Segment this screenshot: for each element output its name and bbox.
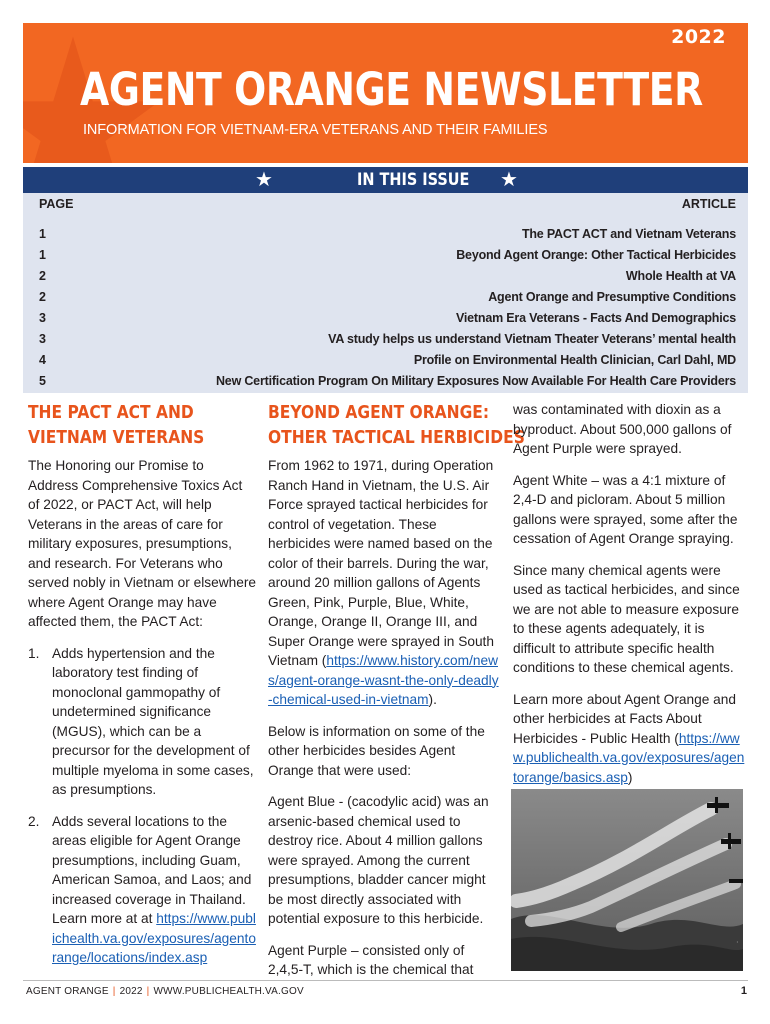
toc-page-number: 5 xyxy=(39,374,46,388)
star-icon: ★ xyxy=(255,169,273,191)
list-number: 2. xyxy=(28,813,40,829)
toc-page-number: 1 xyxy=(39,227,46,241)
toc-page-number: 2 xyxy=(39,269,46,283)
toc-row[interactable] xyxy=(23,353,748,373)
toc-article-title[interactable]: Beyond Agent Orange: Other Tactical Herbicides xyxy=(456,248,736,262)
article-paragraph: Below is information on some of the other herbicides besides Agent Orange that were used: xyxy=(268,723,485,778)
toc-article-title[interactable]: VA study helps us understand Vietnam Theater Veterans’ mental health xyxy=(328,332,736,346)
list-item xyxy=(28,812,256,968)
footer-publication: AGENT ORANGE xyxy=(26,986,109,997)
newsletter-subtitle: INFORMATION FOR VIETNAM-ERA VETERANS AND THEIR FAMILIES xyxy=(83,122,548,138)
article-other-herbicides xyxy=(268,400,525,992)
history-link[interactable]: https://www.history.com/news/agent-orange-wasnt-the-only-deadly-chemical-used-in-vietnam xyxy=(268,653,499,707)
heading-line: OTHER TACTICAL HERBICIDES xyxy=(268,427,525,448)
toc-row[interactable] xyxy=(23,248,748,268)
toc-article-title[interactable]: The PACT ACT and Vietnam Veterans xyxy=(521,227,736,241)
toc-article-title[interactable]: Vietnam Era Veterans - Facts And Demographics xyxy=(456,311,736,325)
toc-row[interactable] xyxy=(23,227,748,247)
footer-year: 2022 xyxy=(119,986,143,997)
toc-page-number: 2 xyxy=(39,290,46,304)
spraying-aircraft-photo xyxy=(511,789,743,971)
herbicides-link[interactable]: https://www.publichealth.va.gov/exposures/agentorange/basics.asp xyxy=(513,730,745,785)
list-number: 1. xyxy=(28,645,40,661)
footer-separator: | xyxy=(112,986,116,997)
article-paragraph: Agent Blue - (cacodylic acid) was an arsenic-based chemical used to destroy rice. About 4 million gallons were sprayed. Among the current presumptions, bladder cancer might be most directly associated with potential exposure to this herbicide. xyxy=(268,794,489,926)
article-paragraph xyxy=(513,690,745,788)
list-item xyxy=(28,644,256,800)
article-paragraph xyxy=(268,456,500,710)
locations-link[interactable]: https://www.publichealth.va.gov/exposures/agentorange/locations/index.asp xyxy=(52,911,256,965)
table-of-contents xyxy=(23,193,748,393)
paragraph-text: From 1962 to 1971, during Operation Ranch Hand in Vietnam, the U.S. Air Force sprayed tactical herbicides for control of vegetation. These herbicides were named based on the color of their barrels. During the war, around 20 million gallons of Agents Green, Pink, Purple, Blue, White, Orange, Orange II, Orange III, and Super Orange were sprayed in South Vietnam ( xyxy=(268,458,494,668)
heading-line: VIETNAM VETERANS xyxy=(28,427,205,448)
article-paragraph: Since many chemical agents were used as tactical herbicides, and since we are not able to measure exposure to these agents adequately, it is difficult to attribute specific health conditions to these chemical agents. xyxy=(513,562,740,675)
newsletter-banner xyxy=(23,23,748,163)
list-item-text: Adds several locations to the areas eligible for Agent Orange presumptions, including Guam, American Samoa, and Laos; and increased coverage in Thailand. Learn more at at xyxy=(52,813,252,926)
toc-page-number: 3 xyxy=(39,311,46,325)
toc-article-title[interactable]: New Certification Program On Military Exposures Now Available For Health Care Providers xyxy=(215,374,736,388)
toc-row[interactable] xyxy=(23,290,748,310)
issue-year: 2022 xyxy=(671,26,726,48)
toc-page-number: 1 xyxy=(39,248,46,262)
paragraph-text: ) xyxy=(627,769,633,785)
footer-divider xyxy=(23,980,748,981)
article-pact-act xyxy=(28,400,256,980)
footer-website[interactable]: WWW.PUBLICHEALTH.VA.GOV xyxy=(153,986,304,997)
footer xyxy=(26,986,304,997)
photo-illustration xyxy=(511,789,743,971)
toc-row[interactable] xyxy=(23,374,748,394)
paragraph-text: ). xyxy=(428,692,437,707)
toc-article-title[interactable]: Profile on Environmental Health Clinician, Carl Dahl, MD xyxy=(413,353,736,367)
toc-row[interactable] xyxy=(23,332,748,352)
toc-row[interactable] xyxy=(23,269,748,289)
pact-act-list xyxy=(28,644,256,968)
toc-page-number: 4 xyxy=(39,353,46,367)
paragraph-text: Learn more about Agent Orange and other herbicides at Facts About Herbicides - Public Health ( xyxy=(513,691,736,746)
photo-credit: · xyxy=(735,941,741,943)
page-number: 1 xyxy=(740,985,747,997)
toc-page-number: 3 xyxy=(39,332,46,346)
footer-separator: | xyxy=(146,986,150,997)
toc-title: IN THIS ISSUE xyxy=(357,170,470,190)
newsletter-title: AGENT ORANGE NEWSLETTER xyxy=(80,63,703,116)
article-heading xyxy=(28,400,224,450)
toc-heading-band xyxy=(23,167,748,193)
toc-article-title[interactable]: Agent Orange and Presumptive Conditions xyxy=(488,290,736,304)
article-paragraph: Agent Purple – consisted only of 2,4,5-T, which is the chemical that xyxy=(268,942,474,977)
article-continued xyxy=(513,400,745,799)
toc-article-header: ARTICLE xyxy=(681,197,736,211)
article-paragraph: was contaminated with dioxin as a byproduct. About 500,000 gallons of Agent Purple were sprayed. xyxy=(513,402,732,456)
toc-page-header: PAGE xyxy=(39,197,74,211)
list-item-text: Adds hypertension and the laboratory test finding of monoclonal gammopathy of undetermined significance (MGUS), which can be a precursor for the development of multiple myeloma in some cases, as presumptions. xyxy=(52,645,254,797)
article-paragraph: Agent White – was a 4:1 mixture of 2,4-D and picloram. About 5 million gallons were sprayed, some after the cessation of Agent Orange spraying. xyxy=(513,472,738,546)
article-paragraph: The Honoring our Promise to Address Comprehensive Toxics Act of 2022, or PACT Act, will help Veterans in the areas of care for military exposures, presumptions, and research. For Veterans who served nobly in Vietnam or elsewhere where Agent Orange may have affected them, the PACT Act: xyxy=(28,458,256,629)
star-icon: ★ xyxy=(500,169,518,191)
toc-article-title[interactable]: Whole Health at VA xyxy=(625,269,736,283)
heading-line: THE PACT ACT AND xyxy=(28,402,194,423)
toc-row[interactable] xyxy=(23,311,748,331)
heading-line: BEYOND AGENT ORANGE: xyxy=(268,402,490,423)
article-heading xyxy=(268,400,525,450)
